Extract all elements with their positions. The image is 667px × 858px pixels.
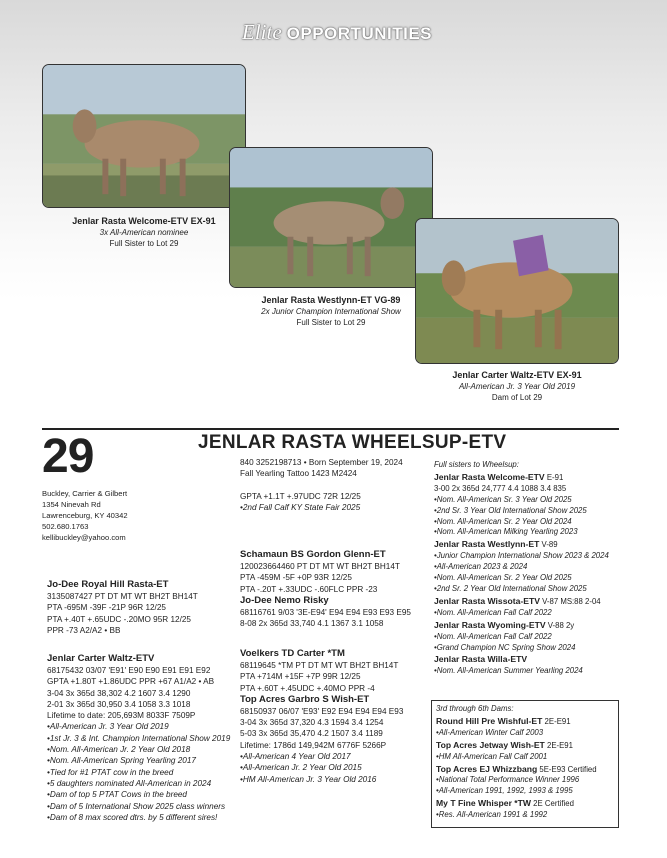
lot-title: JENLAR RASTA WHEELSUP-ETV xyxy=(198,432,507,453)
elite-opportunities-logo: Elite OPPORTUNITIES xyxy=(242,20,433,44)
sire-block: Schamaun BS Gordon Glenn-ET 120023664460 PT DT MT WT BH2T BH14T PTA -459M -5F +0P 93R 12/25 PTA -.20T +.33UDC -.60FLC PPR -23 Jo-Dee Nemo Risky 68116761 9/03 '3E-E94' E94 E94 E93 E93 E95 8-08 2x 365d 33,740 4.1 1367 3.1 1058 xyxy=(240,549,411,629)
photo-westlynn xyxy=(229,147,433,288)
caption-westlynn: Jenlar Rasta Westlynn-ET VG-89 2x Junior Champion International Show Full Sister to Lot 29 xyxy=(261,295,401,327)
dam-sire-block: Jo-Dee Royal Hill Rasta-ET 3135087427 PT DT MT WT BH2T BH14T PTA -695M -39F -21P 96R 12/25 PTA +.40T +.65UDC -.20MO 95R 12/25 PPR -73 A2/A2 • BB xyxy=(47,579,198,635)
dams-block: 3rd through 6th Dams: Round Hill Pre Wishful-ET 2E-E91 •All-American Winter Calf 2003 Top Acres Jetway Wish-ET 2E-E91 •HM All-American Fall Calf 2001 Top Acres EJ Whizzbang 5E-E93 Certified •National Total Performance Winner 1996 •All-American 1991, 1992, 1993 & 1995 My T Fine Whisper *TW 2E Certified •Res. All-American 1991 & 1992 xyxy=(436,704,597,820)
photo-waltz xyxy=(415,218,619,364)
mgs-block: Voelkers TD Carter *TM 68119645 *TM PT DT MT WT BH2T BH14T PTA +714M +15F +7P 99R 12/25 PTA +.60T +.45UDC +.40MO PPR -4 Top Acres Garbro S Wish-ET 68150937 06/07 'E93' E92 E94 E94 E94 E93 3-04 3x 365d 37,320 4.3 1594 3.4 1254 5-03 3x 365d 35,470 4.2 1507 3.4 1189 Lifetime: 1786d 149,942M 6776F 5266P •All-American 4 Year Old 2017 •All-American Jr. 2 Year Old 2015 •HM All-American Jr. 3 Year Old 2016 xyxy=(240,648,404,784)
lot-number: 29 xyxy=(42,430,94,483)
caption-waltz: Jenlar Carter Waltz-ETV EX-91 All-American Jr. 3 Year Old 2019 Dam of Lot 29 xyxy=(452,370,582,402)
full-sisters-block: Full sisters to Wheelsup: Jenlar Rasta Welcome-ETV E-91 3-00 2x 365d 24,777 4.4 1088 3.4 835 •Nom. All-American Sr. 3 Year Old 2025 •2nd Sr. 3 Year Old International Show 2025 •Nom. All-American Sr. 2 Year Old 2024 •Nom. All-American Milking Yearling 2023 Jenlar Rasta Westlynn-ET V-89 •Junior Champion International Show 2023 & 2024 •All-American 2023 & 2024 •Nom. All-American Sr. 2 Year Old 2025 •2nd Sr. 2 Year Old International Show 2025 Jenlar Rasta Wissota-ETV V-87 MS:88 2-04 •Nom. All-American Fall Calf 2022 Jenlar Rasta Wyoming-ETV V-88 2y •Nom. All-American Fall Calf 2022 •Grand Champion NC Spring Show 2024 Jenlar Rasta Willa-ETV •Nom. All-American Summer Yearling 2024 xyxy=(434,460,609,676)
lot-divider xyxy=(42,428,619,430)
dam-block: Jenlar Carter Waltz-ETV 68175432 03/07 'E91' E90 E90 E91 E91 E92 GPTA +1.80T +1.86UDC PPR +67 A1/A2 • AB 3-04 3x 365d 38,302 4.2 1607 3.4 1290 2-01 3x 365d 30,950 3.4 1058 3.3 1018 Lifetime to date: 205,693M 8033F 7509P •All-American Jr. 3 Year Old 2019 •1st Jr. 3 & Int. Champion International Show 2019 •Nom. All-American Jr. 2 Year Old 2018 •Nom. All-American Spring Yearling 2017 •Tied for #1 PTAT cow in the breed •5 daughters nominated All-American in 2024 •Dam of top 5 PTAT Cows in the breed •Dam of 5 International Show 2025 class winners •Dam of 8 max scored dtrs. by 5 different sires! xyxy=(47,653,231,822)
animal-info: 840 3252198713 • Born September 19, 2024 Fall Yearling Tattoo 1423 M2424 GPTA +1.1T +.97UDC 72R 12/25 •2nd Fall Calf KY State Fair 2025 xyxy=(240,458,403,513)
consignor-block: Buckley, Carrier & Gilbert 1354 Ninevah Rd Lawrenceburg, KY 40342 502.680.1763 kellibuckley@yahoo.com xyxy=(42,489,128,542)
caption-welcome: Jenlar Rasta Welcome-ETV EX-91 3x All-American nominee Full Sister to Lot 29 xyxy=(72,216,216,248)
photo-welcome xyxy=(42,64,246,208)
